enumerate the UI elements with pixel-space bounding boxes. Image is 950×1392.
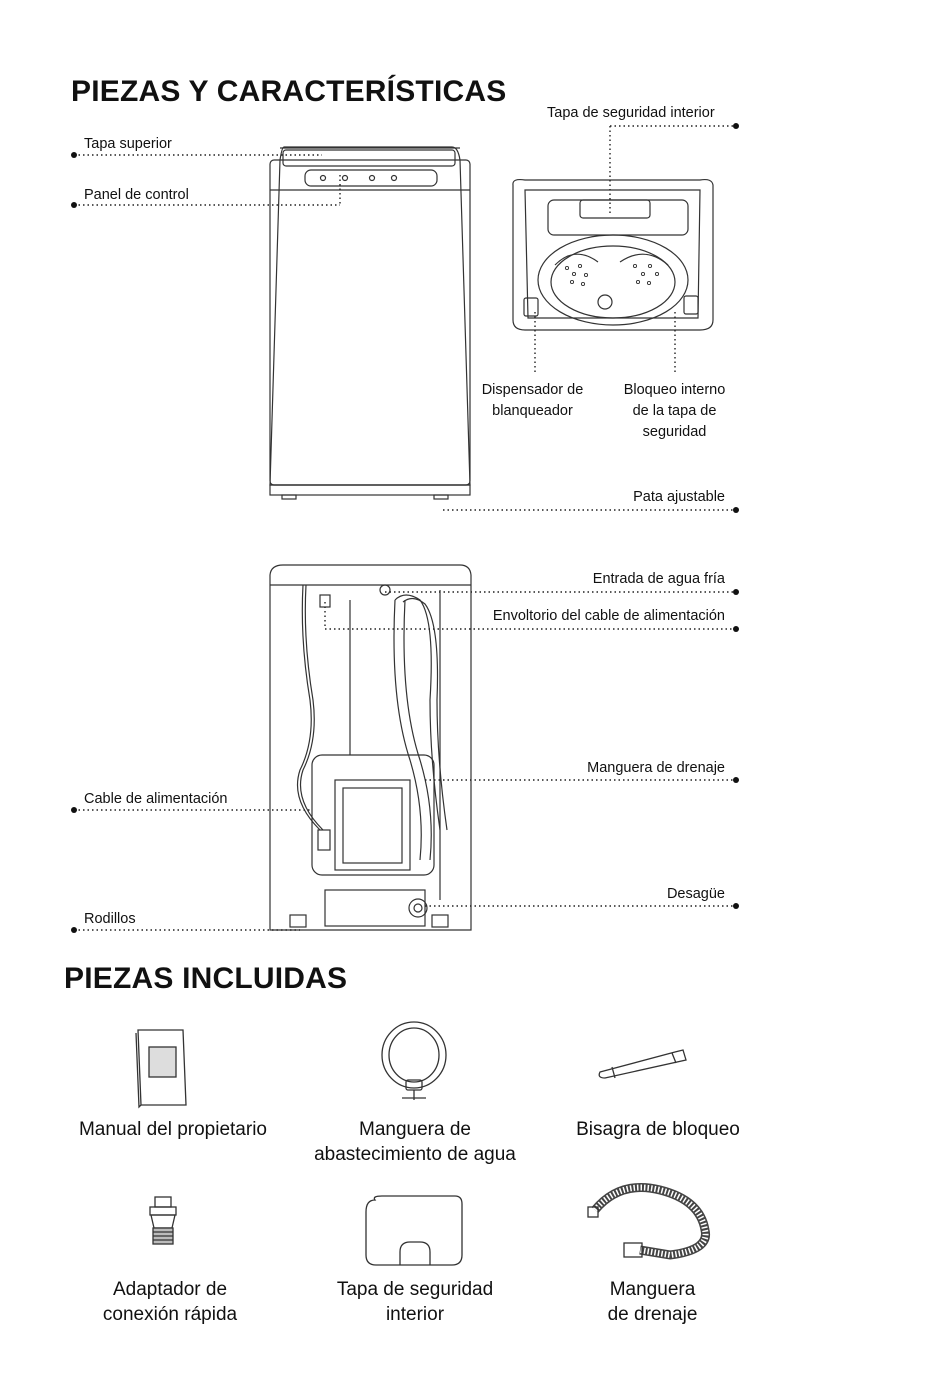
label-rodillos: Rodillos [84, 911, 136, 927]
section-title-included: PIEZAS INCLUIDAS [64, 962, 348, 995]
label-tapa-seguridad-interior: Tapa de seguridad interior [547, 105, 715, 121]
label-entrada-agua: Entrada de agua fría [592, 571, 725, 587]
section-title-parts: PIEZAS Y CARACTERÍSTICAS [71, 75, 507, 108]
label-manguera-drenaje: Manguera de drenaje [587, 760, 725, 776]
manual-icon [136, 1030, 186, 1107]
label-envoltorio-cable: Envoltorio del cable de alimentación [492, 608, 725, 624]
hinge-icon [599, 1050, 686, 1078]
label-cable-alimentacion: Cable de alimentación [84, 791, 228, 807]
label-panel-control: Panel de control [84, 187, 189, 203]
safety-lid-icon [366, 1196, 462, 1265]
drain-hose-icon [588, 1188, 706, 1258]
water-hose-icon [382, 1022, 446, 1100]
caption-drain-hose: Manguera de drenaje [607, 1279, 698, 1325]
caption-water-hose: Manguera de abastecimiento de agua [314, 1119, 516, 1165]
label-dispensador: Dispensador de blanqueador [481, 382, 584, 419]
adapter-icon [150, 1197, 176, 1244]
caption-hinge: Bisagra de bloqueo [576, 1119, 740, 1140]
label-desague: Desagüe [666, 886, 725, 902]
caption-manual: Manual del propietario [78, 1119, 267, 1140]
label-bloqueo-interno: Bloqueo interno de la tapa de seguridad [623, 382, 726, 440]
caption-safety-lid: Tapa de seguridad interior [336, 1279, 494, 1325]
label-pata-ajustable: Pata ajustable [633, 489, 725, 505]
label-tapa-superior: Tapa superior [84, 136, 172, 152]
caption-adapter: Adaptador de conexión rápida [102, 1279, 238, 1325]
